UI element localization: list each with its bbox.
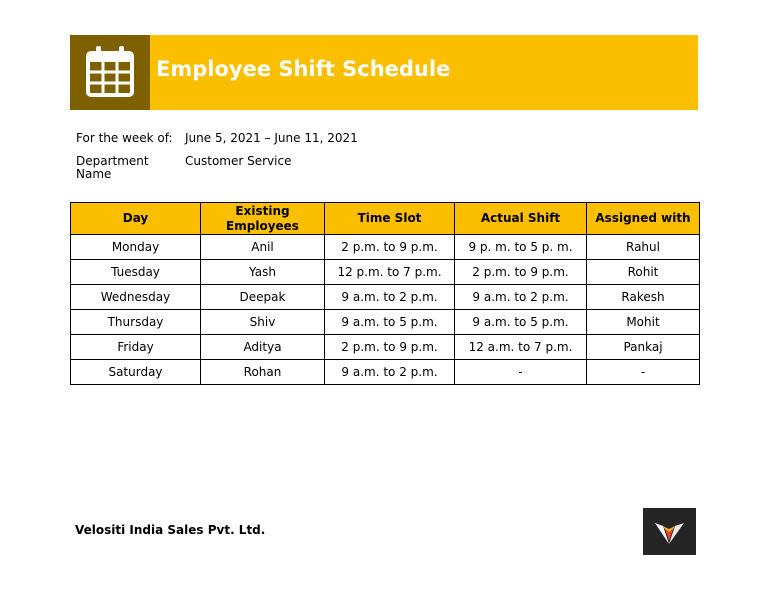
table-header-row [71,203,700,235]
cell-day: Tuesday [71,260,201,285]
cell-employee: Shiv [201,310,325,335]
table-row [71,235,700,260]
calendar-icon [85,44,135,100]
cell-time-slot: 9 a.m. to 2 p.m. [325,360,455,385]
cell-actual-shift: 9 p. m. to 5 p. m. [455,235,587,260]
col-header-existing-employees: Existing Employees [201,203,325,235]
cell-day: Wednesday [71,285,201,310]
cell-employee: Deepak [201,285,325,310]
cell-day: Saturday [71,360,201,385]
cell-time-slot: 12 p.m. to 7 p.m. [325,260,455,285]
cell-time-slot: 9 a.m. to 2 p.m. [325,285,455,310]
col-header-assigned-with: Assigned with [587,203,700,235]
cell-employee: Yash [201,260,325,285]
cell-employee: Anil [201,235,325,260]
company-name: Velositi India Sales Pvt. Ltd. [75,523,266,537]
week-label: For the week of: [76,131,173,145]
cell-assigned-with: Rakesh [587,285,700,310]
cell-time-slot: 2 p.m. to 9 p.m. [325,335,455,360]
table-row [71,310,700,335]
col-header-day: Day [71,203,201,235]
col-header-time-slot: Time Slot [325,203,455,235]
cell-assigned-with: Rahul [587,235,700,260]
cell-assigned-with: - [587,360,700,385]
cell-actual-shift: 12 a.m. to 7 p.m. [455,335,587,360]
calendar-icon-box [70,35,150,110]
cell-day: Monday [71,235,201,260]
cell-employee: Rohan [201,360,325,385]
table-row [71,260,700,285]
cell-assigned-with: Rohit [587,260,700,285]
table-row [71,360,700,385]
col-header-actual-shift: Actual Shift [455,203,587,235]
department-value: Customer Service [185,154,292,168]
department-label: Department Name [76,154,149,181]
cell-actual-shift: 9 a.m. to 2 p.m. [455,285,587,310]
velositi-logo-icon [643,508,696,555]
cell-actual-shift: 2 p.m. to 9 p.m. [455,260,587,285]
cell-time-slot: 2 p.m. to 9 p.m. [325,235,455,260]
cell-employee: Aditya [201,335,325,360]
cell-assigned-with: Mohit [587,310,700,335]
cell-actual-shift: 9 a.m. to 5 p.m. [455,310,587,335]
table-row [71,335,700,360]
week-value: June 5, 2021 – June 11, 2021 [185,131,358,145]
cell-actual-shift: - [455,360,587,385]
cell-time-slot: 9 a.m. to 5 p.m. [325,310,455,335]
shift-schedule-table [70,202,700,385]
header-banner [70,35,698,110]
cell-day: Thursday [71,310,201,335]
page-title: Employee Shift Schedule [156,57,451,81]
cell-day: Friday [71,335,201,360]
table-row [71,285,700,310]
cell-assigned-with: Pankaj [587,335,700,360]
